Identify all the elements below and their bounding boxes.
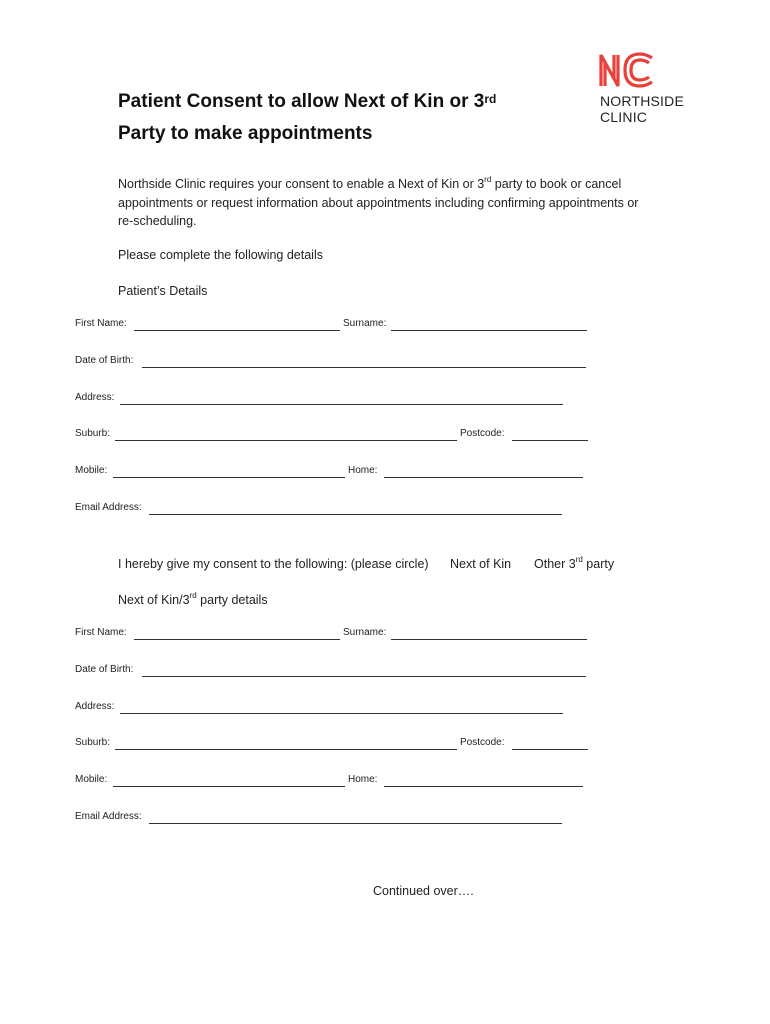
instructions-text: Please complete the following details [118, 248, 323, 262]
patient-email-row: Email Address: [75, 502, 595, 518]
logo-text-clinic: CLINIC [600, 109, 648, 125]
patient-address-line[interactable] [120, 404, 563, 405]
patient-suburb-row: Suburb: Postcode: [75, 428, 595, 444]
intro-paragraph: Northside Clinic requires your consent to enable a Next of Kin or 3rd party to book or cancel appointments or request information about appointments including confirming appointments or re-scheduling. [118, 174, 639, 228]
title-superscript: rd [484, 92, 497, 106]
consent-statement: I hereby give my consent to the following: (please circle) [118, 557, 429, 571]
kin-suburb-line[interactable] [115, 749, 457, 750]
patient-first-name-line[interactable] [134, 330, 340, 331]
kin-postcode-line[interactable] [512, 749, 588, 750]
patient-details-heading: Patient’s Details [118, 284, 208, 298]
kin-name-row: First Name: Surname: [75, 627, 595, 643]
kin-first-name-line[interactable] [134, 639, 340, 640]
title-line-2: Party to make appointments [118, 123, 373, 144]
kin-dob-row: Date of Birth: [75, 664, 595, 680]
patient-suburb-line[interactable] [115, 440, 457, 441]
kin-email-row: Email Address: [75, 811, 595, 827]
kin-details-heading: Next of Kin/3rd party details [118, 590, 268, 607]
northside-clinic-logo [598, 52, 688, 128]
kin-phone-row: Mobile: Home: [75, 774, 595, 790]
patient-dob-line[interactable] [142, 367, 586, 368]
patient-home-line[interactable] [384, 477, 583, 478]
kin-suburb-row: Suburb: Postcode: [75, 737, 595, 753]
title-line-1: Patient Consent to allow Next of Kin or 3 [118, 91, 485, 112]
kin-address-line[interactable] [120, 713, 563, 714]
kin-surname-line[interactable] [391, 639, 587, 640]
kin-address-row: Address: [75, 701, 595, 717]
kin-dob-line[interactable] [142, 676, 586, 677]
patient-address-row: Address: [75, 392, 595, 408]
patient-name-row: First Name: Surname: [75, 318, 595, 334]
patient-phone-row: Mobile: Home: [75, 465, 595, 481]
logo-text-northside: NORTHSIDE [600, 93, 684, 109]
patient-surname-line[interactable] [391, 330, 587, 331]
patient-postcode-line[interactable] [512, 440, 588, 441]
option-other-third-party[interactable]: Other 3rd party [534, 554, 615, 571]
kin-home-line[interactable] [384, 786, 583, 787]
patient-dob-row: Date of Birth: [75, 355, 595, 371]
option-next-of-kin[interactable]: Next of Kin [450, 557, 512, 571]
page-title [118, 86, 558, 150]
continued-over-text: Continued over…. [373, 884, 474, 898]
kin-mobile-line[interactable] [113, 786, 345, 787]
kin-email-line[interactable] [149, 823, 562, 824]
nc-logo-mark [598, 52, 656, 88]
patient-email-line[interactable] [149, 514, 562, 515]
patient-mobile-line[interactable] [113, 477, 345, 478]
